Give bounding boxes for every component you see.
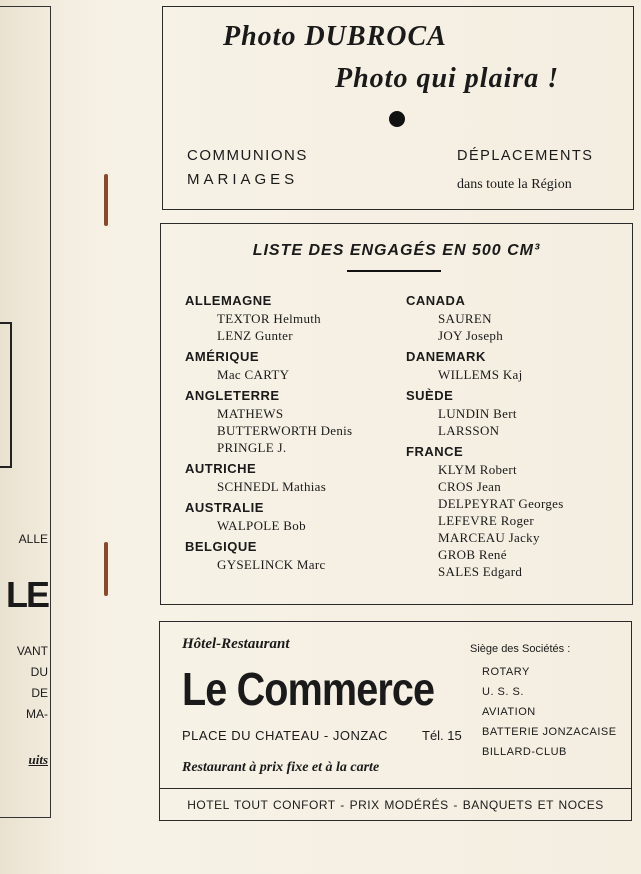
country-group [185,538,352,573]
photo-ad-communions: COMMUNIONS [187,147,308,164]
rider-name: SAUREN [438,311,492,326]
country-group [185,460,352,495]
rider-name: LARSSON [438,423,500,438]
title-underline [347,270,441,272]
country-name: SUÈDE [406,388,454,403]
country-name: AUTRICHE [185,461,257,476]
left-text-vant: VANT [16,644,48,658]
rider-name: DELPEYRAT Georges [438,496,564,511]
country-name: ALLEMAGNE [185,293,272,308]
society-item: BATTERIE JONZACAISE [482,726,617,738]
society-item: ROTARY [482,666,530,678]
societies-title: Siège des Sociétés : [470,643,571,655]
rider-name: MATHEWS [217,406,284,421]
rider-name: Mac CARTY [217,367,290,382]
country-group [185,387,352,456]
left-text-alle: ALLE [18,532,48,546]
rider-name: SALES Edgard [438,564,523,579]
rider-name: JOY Joseph [438,328,503,343]
left-page-inner-frame [0,322,12,468]
rider-name: SCHNEDL Mathias [217,479,327,494]
country-name: AMÉRIQUE [185,349,260,364]
left-text-de: DE [31,686,48,700]
country-name: CANADA [406,293,466,308]
staple-top [104,174,108,226]
bullet-dot [389,111,405,127]
country-group [406,348,564,383]
rider-name: GYSELINCK Marc [217,557,326,572]
entries-left-column [185,288,352,577]
rider-name: GROB René [438,547,507,562]
society-item: BILLARD-CLUB [482,746,567,758]
hotel-address: PLACE DU CHATEAU - JONZAC [182,728,388,743]
country-name: FRANCE [406,444,464,459]
rider-name: BUTTERWORTH Denis [217,423,353,438]
rider-name: LEFEVRE Roger [438,513,534,528]
country-name: DANEMARK [406,349,486,364]
rider-name: TEXTOR Helmuth [217,311,321,326]
society-item: U. S. S. [482,686,524,698]
photo-dubroca-ad [162,6,634,210]
rider-name: WALPOLE Bob [217,518,306,533]
photo-ad-slogan: Photo qui plaira ! [335,63,560,94]
rider-name: LENZ Gunter [217,328,293,343]
hotel-name: Le Commerce [182,663,435,715]
society-item: AVIATION [482,706,536,718]
left-text-ma: MA- [26,707,48,721]
country-group [185,348,352,383]
rider-name: KLYM Robert [438,462,517,477]
rider-name: WILLEMS Kaj [438,367,523,382]
rider-name: MARCEAU Jacky [438,530,540,545]
hotel-restaurant-label: Hôtel-Restaurant [182,636,290,652]
hotel-commerce-ad [159,621,632,821]
hotel-menu-note: Restaurant à prix fixe et à la carte [182,760,380,775]
left-text-du: DU [30,665,48,679]
hotel-telephone: Tél. 15 [422,728,462,743]
entries-title: LISTE DES ENGAGÉS EN 500 CM³ [252,242,541,259]
photo-ad-title: Photo DUBROCA [223,21,447,52]
country-group [406,387,564,439]
country-group [406,292,564,344]
country-group [185,292,352,344]
country-group [185,499,352,534]
rider-name: PRINGLE J. [217,440,287,455]
country-name: ANGLETERRE [185,388,280,403]
staple-bottom [104,542,108,596]
photo-ad-deplacements: DÉPLACEMENTS [457,148,594,164]
photo-ad-mariages: MARIAGES [187,171,299,188]
left-text-le: LE [5,574,48,615]
rider-name: LUNDIN Bert [438,406,517,421]
entries-list-box [160,223,633,605]
hotel-ad-divider [160,788,631,789]
left-text-uits: uits [28,752,48,767]
photo-ad-region: dans toute la Région [457,177,572,192]
hotel-ad-footer: HOTEL TOUT CONFORT - PRIX MODÉRÉS - BANQUETS ET NOCES [187,798,604,812]
rider-name: CROS Jean [438,479,502,494]
entries-right-column [406,288,564,584]
country-group [406,443,564,580]
country-name: AUSTRALIE [185,500,264,515]
left-page-fragment [0,0,52,874]
country-name: BELGIQUE [185,539,257,554]
